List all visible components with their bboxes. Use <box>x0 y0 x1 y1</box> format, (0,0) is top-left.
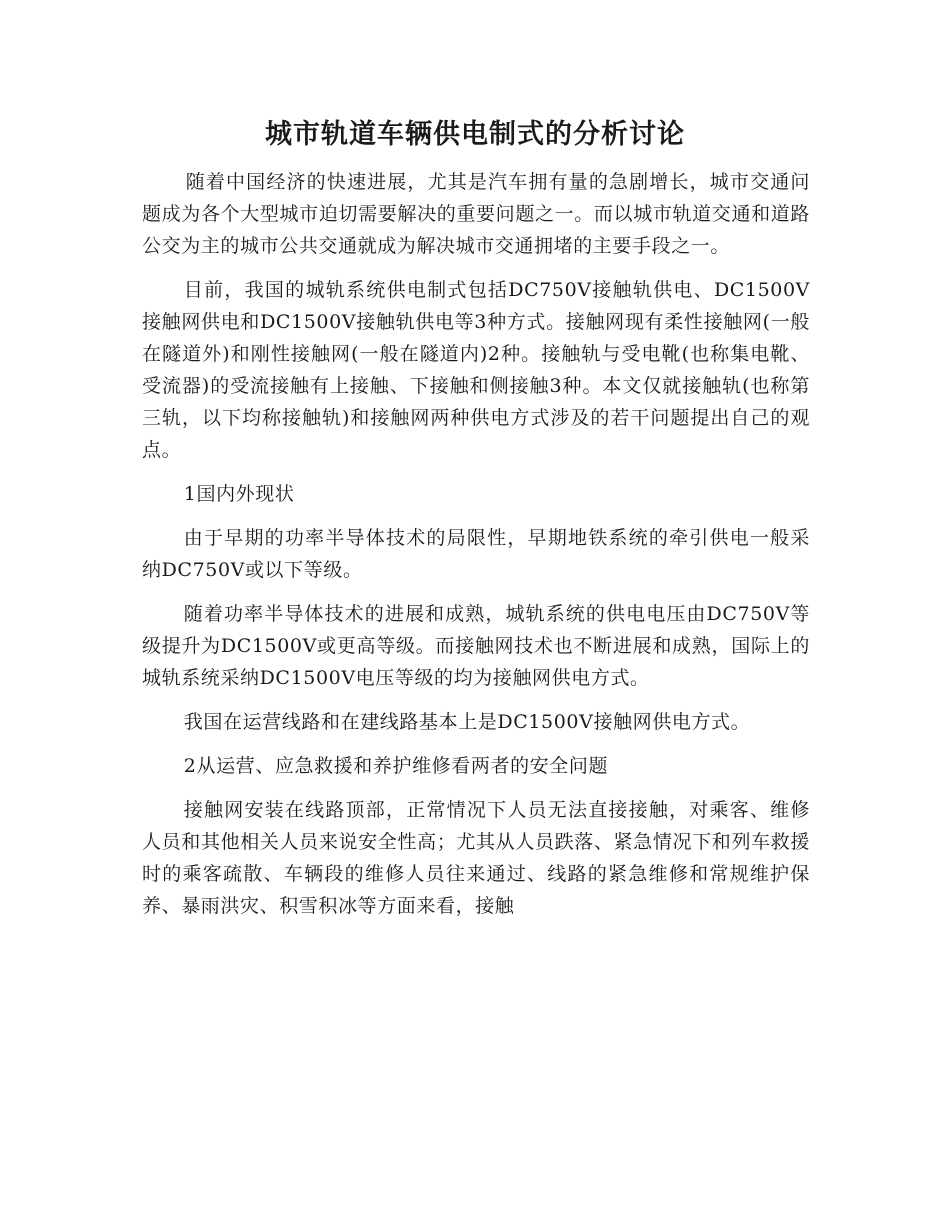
paragraph-early-metro: 由于早期的功率半导体技术的局限性，早期地铁系统的牵引供电一般采纳DC750V或以下等级。 <box>142 527 810 581</box>
paragraph-voltage-upgrade: 随着功率半导体技术的进展和成熟，城轨系统的供电电压由DC750V等级提升为DC1500V或更高等级。而接触网技术也不断进展和成熟，国际上的城轨系统采纳DC1500V电压等级的均为接触网供电方式。 <box>142 603 810 689</box>
section-heading-2: 2从运营、应急救援和养护维修看两者的安全问题 <box>183 755 609 777</box>
paragraph-intro: 随着中国经济的快速进展，尤其是汽车拥有量的急剧增长，城市交通问题成为各个大型城市迫切需要解决的重要问题之一。而以城市轨道交通和道路公交为主的城市公共交通就成为解决城市交通拥堵的主要手段之一。 <box>142 171 810 257</box>
paragraph-safety: 接触网安装在线路顶部，正常情况下人员无法直接接触，对乘客、维修人员和其他相关人员来说安全性高；尤其从人员跌落、紧急情况下和列车救援时的乘客疏散、车辆段的维修人员往来通过、线路的紧急维修和常规维护保养、暴雨洪灾、积雪积冰等方面来看，接触 <box>142 799 810 917</box>
paragraph-supply-modes: 目前，我国的城轨系统供电制式包括DC750V接触轨供电、DC1500V接触网供电和DC1500V接触轨供电等3种方式。接触网现有柔性接触网(一般在隧道外)和刚性接触网(一般在隧道内)2种。接触轨与受电靴(也称集电靴、受流器)的受流接触有上接触、下接触和侧接触3种。本文仅就接触轨(也称第三轨，以下均称接触轨)和接触网两种供电方式涉及的若干问题提出自己的观点。 <box>142 279 810 461</box>
section-heading-1: 1国内外现状 <box>183 483 295 505</box>
document-title: 城市轨道车辆供电制式的分析讨论 <box>265 119 685 150</box>
paragraph-china-lines: 我国在运营线路和在建线路基本上是DC1500V接触网供电方式。 <box>183 711 751 733</box>
document-body <box>142 166 810 934</box>
